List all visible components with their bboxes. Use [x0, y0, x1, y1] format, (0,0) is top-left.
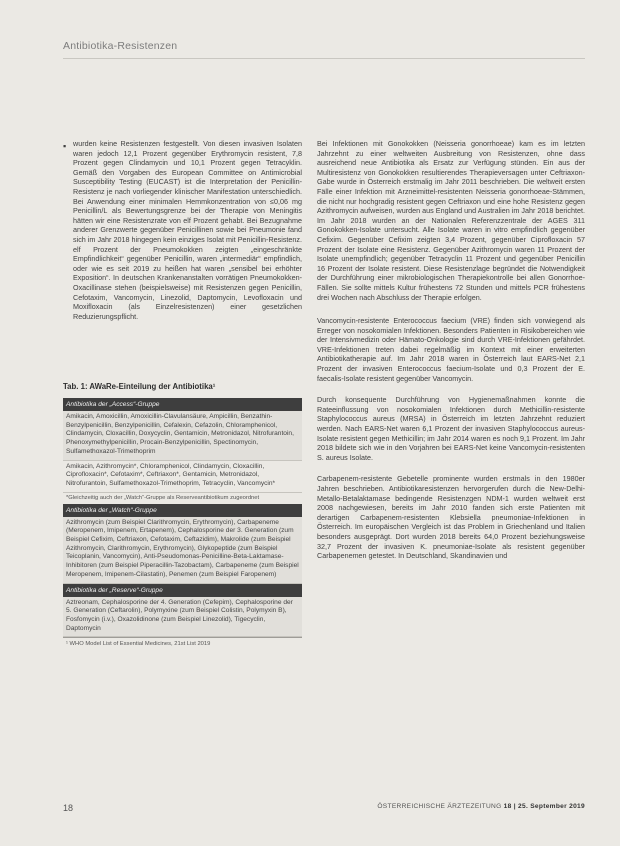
- table-group-header-access: Antibiotika der „Access“-Gruppe: [63, 398, 302, 411]
- right-paragraph-gonococci: Bei Infektionen mit Gonokokken (Neisseria gonorrhoeae) kam es im letzten Jahrzehnt zu einer weltweiten Ausbreitung von Resistenzen, ohne dass ausreichend neue Antibiotika als Ersatz zur Verfügung stünden. Ein aus der Multiresistenz von Gonokokken resultierendes Therapieversagen unter Ceftriaxon-Gabe wurde in Österreich erstmalig im Jahr 2011 beschrieben. Die weltweit ersten Fälle einer Infektion mit Arzneimittel-resistenten Neisseria gonorrhoeae-Stämmen, die nicht nur hochgradig resistent gegen Ceftriaxon und eine hohe Resistenz gegen Azithromycin aufweisen, wurden aus England und Australien im Jahr 2018 berichtet. Im Jahr 2018 wurden an der Nationalen Referenzzentrale der AGES 311 Gonokokken-Isolate untersucht. Alle Isolate waren in vitro empfindlich gegenüber Cefixim. Gegenüber Cefixim zeigten 3,4 Prozent, gegenüber Ciprofloxacin 57 Prozent der Isolate eine Resistenz. Gegenüber Azithromycin waren 11 Prozent der Isolate unempfindlich; gegenüber Tetracyclin 11 Prozent und gegenüber Penicillin 16 Prozent der Isolate resistent. Diese Resistenzlage begründet die Notwendigkeit der Durchführung einer mikrobiologischen Therapiekontrolle bei allen Gonorrhoe-Fällen. Sie sollte mittels Kultur frühestens 72 Stunden und mittels PCR frühestens drei Wochen nach Abschluss der Therapie erfolgen.: [317, 139, 585, 302]
- table-cell: Azithromycin (zum Beispiel Clarithromycin, Erythromycin), Carbapeneme (Meropenem, Imipenem, Ertapenem), Cephalosporine der 3. Generation (zum Beispiel Cefixim, Ceftriaxon, Cefotaxim, Ceftazidim), Makrolide (zum Beispiel Azithromycin, Clarithromycin, Erythromycin), Glykopeptide (zum Beispiel Teicoplanin, Vancomycin), Anti-Pseudomonas-Penicilline-Beta-Laktamase-Inhibitoren (zum Beispiel Piperacillin-Tazobactam), Carbapeneme (zum Beispiel Meropenem, Imipenem-Cilastatin), Penemen (zum Beispiel Faropenem): [63, 517, 302, 584]
- left-paragraph: wurden keine Resistenzen festgestellt. Von diesen invasiven Isolaten waren jedoch 12,1 Prozent gegenüber Erythromycin resistent, 7,8 Prozent gegen Clindamycin und 10,1 Prozent gegen Tetracyklin. Gemäß den Vorgaben des European Committee on Antimicrobial Susceptibility Testing (EUCAST) ist die Interpretation der Penicillin-Resistenz je nach vorliegender klinischer Manifestation unterschiedlich. Bei Anwendung einer minimalen Hemmkonzentration von ≤0,06 mg Penicillin/L als Bewertungsgrenze bei der Therapie von Meningitis hätten wir eine Resistenzrate von elf Prozent gehabt. Bei Bezugnahme anderer Grenzwerte gegenüber Penicillinen sowie bei Pneumonie fand sich im Jahr 2018 hingegen kein einziges Isolat mit Penicillin-Resistenz. elf Prozent der Pneumokokken zeigten „eingeschränkte Empfindlichkeit“ gegenüber Penicillin, waren „intermediär“ empfindlich, oder wie es seit 2019 zu heißen hat waren „sensibel bei erhöhter Exposition“. In deutschen Krankenanstalten vorrätigen Pneumokokken-Oxacillinase stehen (beispielsweise) mit Resistenzen gegen Penicillin, Cefotaxim, Vancomycin, Linezolid, Daptomycin, Levofloxacin und Moxifloxacin (als Einzelresistenzen) einer gesetzlichen Reduzierungspflicht.: [73, 139, 302, 321]
- table-cell: Amikacin, Amoxicillin, Amoxicillin-Clavulansäure, Ampicillin, Benzathin-Benzylpenicillin, Benzylpenicillin, Cefalexin, Cefazolin, Chloramphenicol, Clindamycin, Cloxacillin, Doxycyclin, Gentamicin, Metronidazol, Nitrofurantoin, Phenoxymethylpenicillin, Procain-Benzylpenicillin, Spectinomycin, Sulfamethoxazol-Trimethoprim: [63, 411, 302, 461]
- page-number: 18: [63, 803, 74, 813]
- table-cell: Aztreonam, Cephalosporine der 4. Generation (Cefepim), Cephalosporine der 5. Generation (Ceftarolin), Polymyxine (zum Beispiel Colistin, Polymyxin B), Fosfomycin (i.v.), Oxazolidinone (zum Beispiel Linezolid), Tigecyclin, Daptomycin: [63, 597, 302, 638]
- table-note: *Gleichzeitig auch der „Watch“-Gruppe als Reserveantibiotikum zugeordnet: [66, 494, 260, 501]
- journal-footer: [377, 803, 585, 810]
- bullet-icon: ▪: [63, 141, 67, 151]
- table-group-header-reserve: Antibiotika der „Reserve“-Gruppe: [63, 584, 302, 597]
- journal-issue: 18 | 25. September 2019: [503, 803, 585, 810]
- journal-name: ÖSTERREICHISCHE ÄRZTEZEITUNG: [377, 803, 504, 810]
- left-column: [73, 139, 302, 329]
- table-caption: Tab. 1: AWaRe-Einteilung der Antibiotika¹: [63, 382, 216, 391]
- table-cell: Amikacin, Azithromycin*, Chloramphenicol, Clindamycin, Cloxacillin, Ciprofloxacin*, Cefotaxim*, Ceftriaxon*, Gentamicin, Metronidazol, Nitrofurantoin, Sulfamethoxazol-Trimethoprim, Tetracyclin, Vancomycin*: [63, 461, 302, 493]
- table-footnote: ¹ WHO Model List of Essential Medicines, 21st List 2019: [63, 637, 302, 651]
- table-group-header-watch: Antibiotika der „Watch“-Gruppe: [63, 504, 302, 517]
- right-paragraph-vre: Vancomycin-resistente Enterococcus faecium (VRE) finden sich vorwiegend als Erreger von nosokomialen Infektionen. Besonders Patienten in Risikobereichen wie der Intensivmedizin oder Hämato-Onkologie sind durch VRE-Infektionen gefährdet. VRE-Infektionen treten dabei regelmäßig im Kontext mit einer erweiterten Antibiotikatherapie auf. Im Jahr 2018 waren in Österreich laut EARS-Net 2,1 Prozent der invasiven Enterococcus faecium-Isolate und 0,3 Prozent der E. faecalis-Isolate resistent gegenüber Vancomycin.: [317, 316, 585, 383]
- section-header: Antibiotika-Resistenzen: [63, 40, 178, 52]
- right-paragraph-mrsa: Durch konsequente Durchführung von Hygienemaßnahmen konnte die Rateeinflussung von nosokomialen Infektionen durch Methicillin-resistente Staphylococcus aureus (MRSA) in Österreich im letzten Jahrzehnt reduziert werden. Nach EARS-Net waren 6,1 Prozent der invasiven Staphylococcus aureus-Isolate resistent gegen Methicillin; im Jahr 2014 waren es noch 9,1 Prozent. Im Jahr 2018 bildete sich wie in den Vorjahren bei EARS-Net keine Vancomycin-resistenten S. aureus Isolate.: [317, 395, 585, 462]
- header-rule: [63, 58, 585, 59]
- aware-table: [63, 398, 302, 651]
- right-column: [317, 139, 585, 569]
- right-paragraph-carbapenem: Carbapenem-resistente Gebetelle prominente wurden erstmals in den 1980er Jahren beschrieben. Antibiotikaresistenzen hervorgerufen durch die New-Delhi-Metallo-Betalaktamase bedingende Resistenzgen NDM-1 wurden weltweit erst 2008 nachgewiesen, bereits im Jahr 2010 fanden sich erste Patienten mit derartigen Carbapenem-resistenten Klebsiella pneumoniae-Infektionen in Österreich. Im europäischen Vergleich ist das Problem in Griechenland und Italien besonders ausgeprägt. Dort wurden 2018 bereits 64,0 Prozent beziehungsweise 32,7 Prozent der invasiven K. pneumoniae-Isolate als resistent gegenüber Carbapenemen getestet. In Deutschland, Skandinavien und: [317, 474, 585, 561]
